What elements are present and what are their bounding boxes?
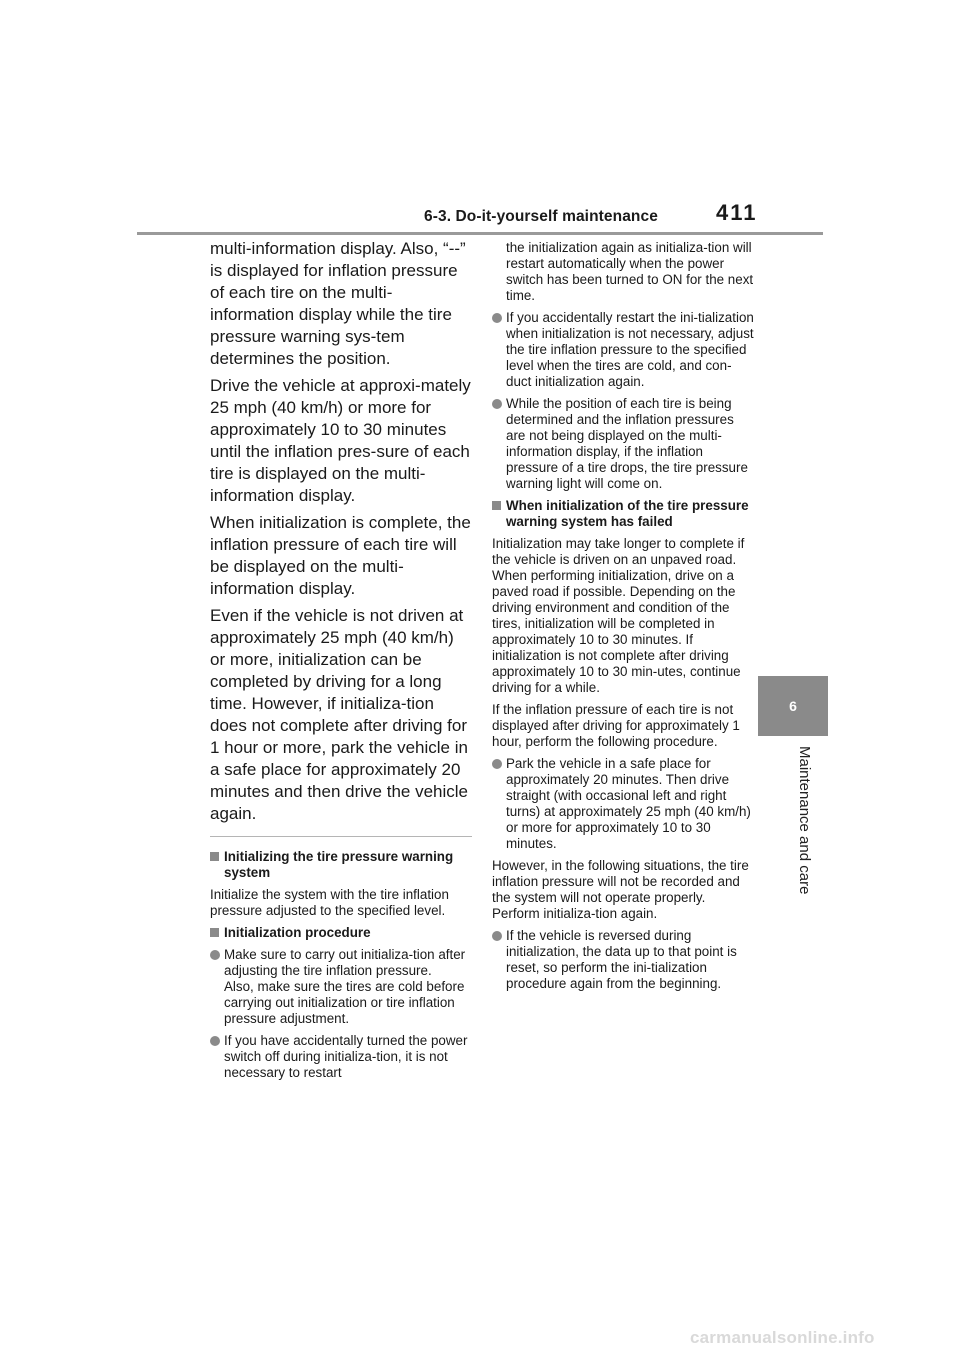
bullet-text: Park the vehicle in a safe place for approximately 20 minutes. Then drive straight (with occasional left and right turns) at approximately 25 mph (40 km/h) or more for approximately 10 to 30 minutes. [506,756,751,851]
square-bullet-icon [492,501,501,510]
bullet-item [492,310,754,390]
bullet-text: While the position of each tire is being determined and the inflation pressures are not being displayed on the multi-information display, if the inflation pressure of a tire drops, the tire pressure warning light will come on. [506,396,748,491]
section-divider [210,836,472,837]
subsection-heading [492,498,754,530]
bullet-text: If you accidentally restart the ini-tialization when initialization is not necessary, adjust the tire inflation pressure to the specified level when the tires are cold, and con-duct initialization again. [506,310,754,389]
bullet-text: If you have accidentally turned the power switch off during initializa-tion, it is not necessary to restart [224,1033,468,1080]
chapter-number: 6 [789,698,797,714]
subsection-heading [210,925,472,941]
chapter-tab [758,676,828,736]
paragraph: Initialization may take longer to complete if the vehicle is driven on an unpaved road. When performing initialization, drive on a paved road if possible. Depending on the driving environment and condition of the tires, initialization will be completed in approximately 10 to 30 minutes. If initialization is not complete after driving approximately 10 to 30 min-utes, continue driving for a while. [492,536,745,695]
paragraph: When initialization is complete, the inflation pressure of each tire will be displayed on the multi-information display. [210,513,471,598]
bullet-text: If the vehicle is reversed during initialization, the data up to that point is reset, so perform the ini-tialization procedure again from the beginning. [506,928,737,991]
chapter-label: Maintenance and care [796,746,813,895]
bullet-item [210,1033,472,1081]
circle-bullet-icon [492,313,502,323]
paragraph: Initialize the system with the tire inflation pressure adjusted to the specified level. [210,887,449,918]
bullet-item [492,396,754,492]
right-column [492,240,754,998]
heading-text: Initializing the tire pressure warning system [224,849,454,880]
bullet-item [492,928,754,992]
page-number: 411 [716,200,758,225]
circle-bullet-icon [492,931,502,941]
bullet-continuation: the initialization again as initializa-tion will restart automatically when the power switch has been turned to ON for the next time. [506,240,754,303]
circle-bullet-icon [492,759,502,769]
bullet-item [210,947,472,1027]
circle-bullet-icon [210,1036,220,1046]
subsection-heading [210,849,472,881]
bullet-text: Also, make sure the tires are cold before carrying out initialization or tire inflation pressure adjustment. [224,979,465,1026]
left-column [210,238,472,1087]
heading-text: Initialization procedure [224,925,371,940]
paragraph: Even if the vehicle is not driven at approximately 25 mph (40 km/h) or more, initialization can be completed by driving for a long time. However, if initializa-tion does not complete after driving for 1 hour or more, park the vehicle in a safe place for approximately 20 minutes and then drive the vehicle again. [210,606,468,823]
paragraph: Drive the vehicle at approxi-mately 25 mph (40 km/h) or more for approximately 10 to 30 minutes until the inflation pres-sure of each tire is displayed on the multi-information display. [210,376,471,505]
square-bullet-icon [210,852,219,861]
paragraph: However, in the following situations, the tire inflation pressure will not be recorded and the system will not operate properly. Perform initializa-tion again. [492,858,749,921]
section-title: 6-3. Do-it-yourself maintenance [424,208,658,225]
paragraph: multi-information display. Also, “--” is displayed for inflation pressure of each tire on the multi-information display while the tire pressure warning sys-tem determines the position. [210,239,466,368]
watermark: carmanualsonline.info [690,1328,875,1347]
paragraph: If the inflation pressure of each tire is not displayed after driving for approximately 1 hour, perform the following procedure. [492,702,740,749]
bullet-text: Make sure to carry out initializa-tion after adjusting the tire inflation pressure. [224,947,466,978]
circle-bullet-icon [492,399,502,409]
bullet-item [492,756,754,852]
header-divider [137,232,823,235]
heading-text: When initialization of the tire pressure warning system has failed [506,498,749,529]
square-bullet-icon [210,928,219,937]
circle-bullet-icon [210,950,220,960]
